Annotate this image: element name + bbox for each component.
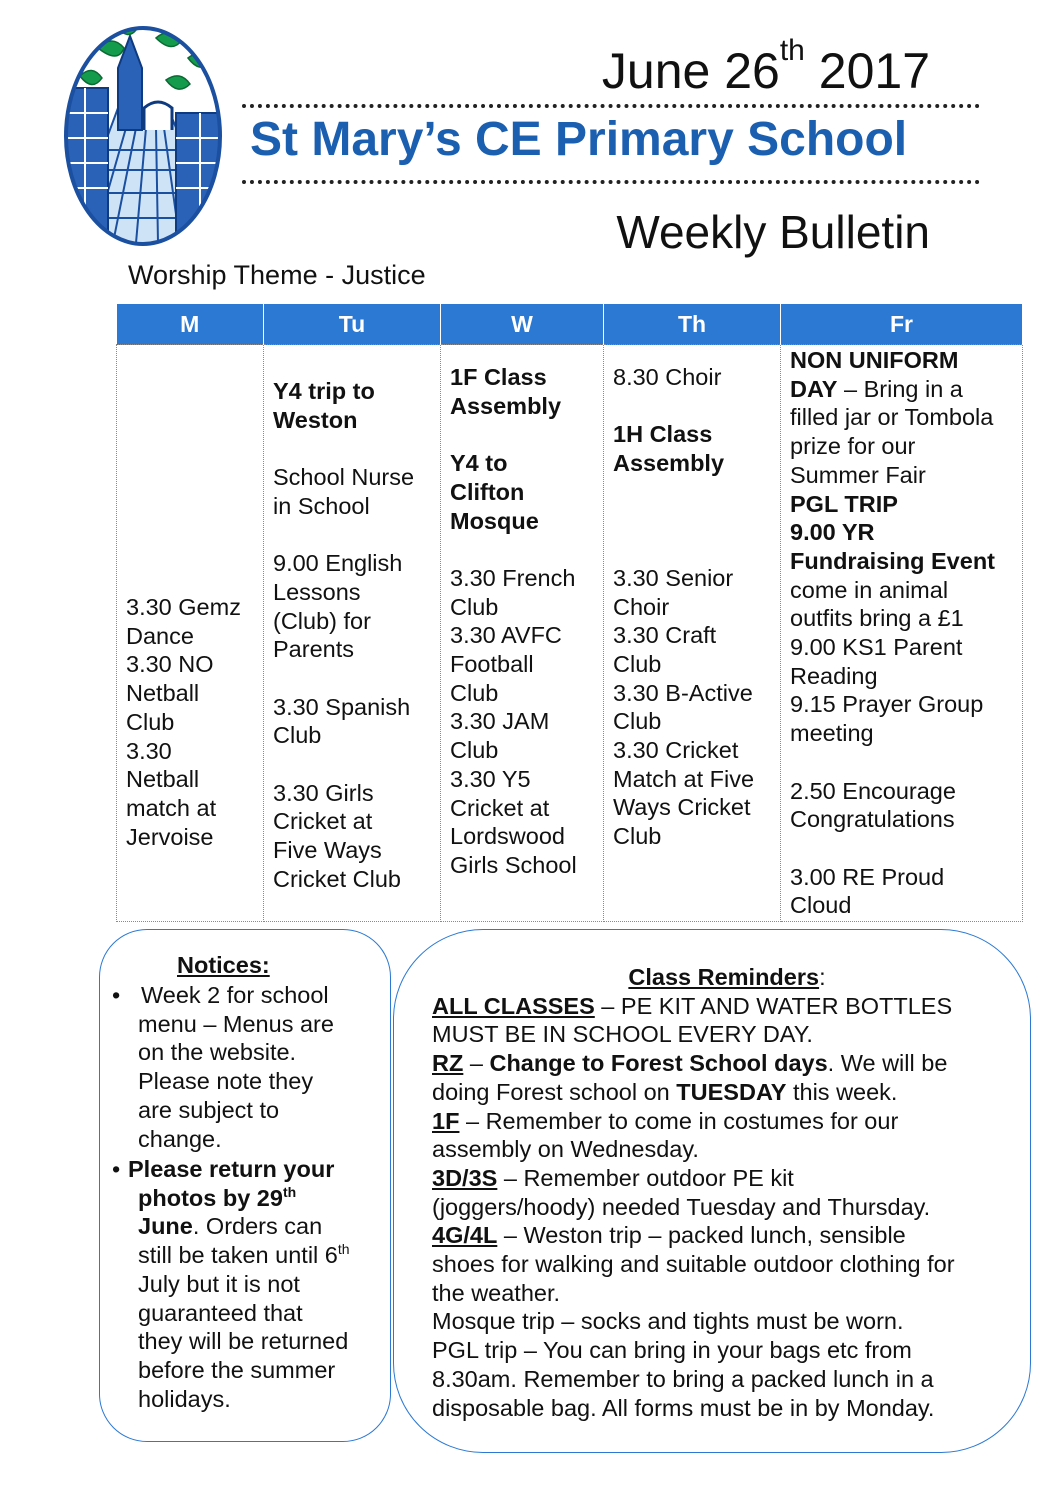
bullet-icon: • xyxy=(112,1156,121,1182)
tuesday-cricket: 3.30 Girls xyxy=(273,779,374,806)
date-year: 2017 xyxy=(804,43,930,99)
wednesday-club: 3.30 AVFC xyxy=(450,622,562,649)
reminder-all-classes xyxy=(432,992,1022,1021)
reminder-3d3s xyxy=(432,1164,1022,1193)
monday-line: match at xyxy=(126,794,217,821)
notice-line: they will be returned xyxy=(138,1328,349,1355)
friday-detail: Reading xyxy=(790,662,878,689)
friday-detail: outfits bring a £1 xyxy=(790,605,964,632)
tuesday-spanish: 3.30 Spanish xyxy=(273,693,411,720)
day-header-tuesday: Tu xyxy=(264,304,441,345)
date-main: June 26 xyxy=(601,43,780,99)
tuesday-cell xyxy=(264,345,441,922)
wednesday-club: Cricket at xyxy=(450,794,550,821)
friday-pgl: Fundraising Event xyxy=(790,547,995,574)
wednesday-club: Lordswood xyxy=(450,823,565,850)
notice-item-photos xyxy=(112,1155,378,1413)
wednesday-assembly: 1F Class xyxy=(450,364,547,390)
thursday-club: Club xyxy=(613,823,662,850)
reminder-text: . We will be xyxy=(827,1050,948,1077)
notice-line: guaranteed that xyxy=(138,1299,303,1326)
wednesday-club: 3.30 JAM xyxy=(450,708,550,735)
tuesday-english: Lessons xyxy=(273,578,361,605)
reminder-text: – PE KIT AND WATER BOTTLES xyxy=(594,992,953,1019)
school-name: St Mary’s CE Primary School xyxy=(250,113,908,166)
reminder-text: shoes for walking and suitable outdoor clothing for xyxy=(432,1251,955,1278)
reminder-pgl: disposable bag. All forms must be in by Monday. xyxy=(432,1394,935,1421)
wednesday-club: Football xyxy=(450,651,534,677)
monday-line: 3.30 NO xyxy=(126,651,214,678)
tuesday-english: (Club) for xyxy=(273,607,371,634)
reminder-pgl: 8.30am. Remember to bring a packed lunch in a xyxy=(432,1365,934,1392)
divider-top xyxy=(242,104,980,108)
reminder-rz-bold: Change to Forest School days xyxy=(489,1050,828,1077)
wednesday-mosque: Clifton xyxy=(450,478,525,505)
reminder-text: the weather. xyxy=(432,1279,561,1306)
reminder-label: RZ xyxy=(432,1050,464,1077)
tuesday-nurse: in School xyxy=(273,492,370,519)
reminder-4g4l xyxy=(432,1221,1022,1250)
friday-non-uniform-line: prize for our xyxy=(790,433,916,460)
reminder-text: – Weston trip – packed lunch, sensible xyxy=(497,1222,906,1249)
friday-detail: 9.15 Prayer Group xyxy=(790,691,984,718)
notice-line: July but it is not xyxy=(138,1270,300,1297)
notice-line xyxy=(138,1241,378,1270)
wednesday-mosque: Mosque xyxy=(450,507,539,534)
notice-line xyxy=(138,1184,378,1213)
friday-encourage: 2.50 Encourage xyxy=(790,777,956,804)
worship-theme: Worship Theme - Justice xyxy=(128,260,426,290)
friday-non-uniform-day-label: DAY xyxy=(790,375,838,402)
divider-bottom xyxy=(242,180,980,184)
reminder-text: doing Forest school on xyxy=(432,1078,677,1105)
notice-line: Please return your xyxy=(128,1156,335,1182)
tuesday-cricket: Cricket Club xyxy=(273,865,401,892)
notice-photos-date: photos by 29 xyxy=(138,1184,283,1211)
notice-line xyxy=(138,1212,378,1241)
notice-orders: . Orders can xyxy=(192,1213,323,1240)
reminder-label: ALL CLASSES xyxy=(432,992,595,1019)
notice-line: holidays. xyxy=(138,1385,231,1412)
thursday-choir: 8.30 Choir xyxy=(613,364,722,390)
wednesday-cell xyxy=(441,345,604,922)
friday-non-uniform-line: filled jar or Tombola xyxy=(790,404,994,431)
wednesday-club: Club xyxy=(450,679,499,706)
monday-line: Netball xyxy=(126,766,200,793)
tuesday-english: 9.00 English xyxy=(273,550,403,577)
friday-non-uniform-line: Summer Fair xyxy=(790,461,926,488)
friday-re-proud: 3.00 RE Proud xyxy=(790,863,945,890)
reminder-label: 1F xyxy=(432,1107,460,1134)
wednesday-club: 3.30 French xyxy=(450,564,576,591)
table-row xyxy=(117,345,1023,922)
table-header-row xyxy=(117,304,1023,345)
friday-pgl: 9.00 YR xyxy=(790,519,875,546)
day-header-monday: M xyxy=(117,304,264,345)
school-logo xyxy=(58,18,228,248)
reminder-pgl: PGL trip – You can bring in your bags etc from xyxy=(432,1337,912,1364)
monday-line: Dance xyxy=(126,622,194,649)
reminder-tuesday: TUESDAY xyxy=(676,1078,787,1105)
wednesday-mosque: Y4 to xyxy=(450,450,508,477)
monday-line: Netball xyxy=(126,680,200,707)
monday-line: Jervoise xyxy=(126,823,214,850)
friday-detail: come in animal xyxy=(790,576,949,603)
tuesday-cricket: Cricket at xyxy=(273,808,373,835)
weekly-schedule-table xyxy=(116,304,1023,922)
bulletin-title: Weekly Bulletin xyxy=(616,206,930,258)
friday-detail: 9.00 KS1 Parent xyxy=(790,634,963,661)
reminder-rz-line2 xyxy=(432,1078,1022,1107)
notice-june: June xyxy=(138,1213,193,1240)
thursday-club: Club xyxy=(613,650,662,677)
thursday-club: Ways Cricket xyxy=(613,794,751,821)
notice-line: before the summer xyxy=(138,1356,336,1383)
notice-sup: th xyxy=(282,1183,297,1200)
tuesday-trip: Y4 trip to xyxy=(273,378,375,404)
monday-cell xyxy=(117,345,264,922)
notice-line: on the website. xyxy=(138,1039,297,1066)
wednesday-club: Club xyxy=(450,593,499,620)
friday-encourage: Congratulations xyxy=(790,806,955,833)
reminder-1f xyxy=(432,1107,1022,1136)
reminder-text: this week. xyxy=(786,1078,898,1105)
wednesday-club: Club xyxy=(450,737,499,764)
friday-non-uniform: NON UNIFORM xyxy=(790,347,959,373)
thursday-club: 3.30 Craft xyxy=(613,622,717,649)
reminder-text: MUST BE IN SCHOOL EVERY DAY. xyxy=(432,1021,813,1048)
wednesday-club: 3.30 Y5 xyxy=(450,765,531,792)
thursday-club: 3.30 Cricket xyxy=(613,737,739,764)
class-reminders xyxy=(432,963,1022,1422)
reminders-title xyxy=(432,963,1022,992)
notice-item-menu xyxy=(112,981,376,1153)
reminders-title-colon: : xyxy=(819,964,826,990)
thursday-assembly: Assembly xyxy=(613,450,725,477)
day-header-friday: Fr xyxy=(781,304,1023,345)
monday-line: 3.30 Gemz xyxy=(126,594,241,620)
tuesday-cricket: Five Ways xyxy=(273,837,382,864)
bullet-icon: • xyxy=(112,982,121,1008)
friday-re-proud: Cloud xyxy=(790,892,852,919)
reminder-text: assembly on Wednesday. xyxy=(432,1136,699,1163)
friday-cell xyxy=(781,345,1023,922)
notice-line: are subject to xyxy=(138,1096,280,1123)
reminder-label: 3D/3S xyxy=(432,1164,498,1191)
tuesday-spanish: Club xyxy=(273,722,322,749)
tuesday-nurse: School Nurse xyxy=(273,464,415,491)
thursday-cell xyxy=(604,345,781,922)
wednesday-assembly: Assembly xyxy=(450,392,562,419)
bulletin-date xyxy=(601,34,930,100)
notice-line: menu – Menus are xyxy=(138,1010,334,1037)
monday-line: 3.30 xyxy=(126,737,172,764)
monday-line: Club xyxy=(126,708,175,735)
thursday-club: Club xyxy=(613,708,662,735)
reminder-text: – Remember outdoor PE kit xyxy=(497,1164,794,1191)
thursday-club: 3.30 B-Active xyxy=(613,679,753,706)
reminder-text: (joggers/hoody) needed Tuesday and Thursday. xyxy=(432,1193,931,1220)
notice-sup: th xyxy=(337,1241,350,1258)
day-header-thursday: Th xyxy=(604,304,781,345)
reminder-dash: – xyxy=(463,1050,490,1077)
friday-detail: meeting xyxy=(790,720,874,747)
friday-pgl: PGL TRIP xyxy=(790,490,898,517)
reminder-label: 4G/4L xyxy=(432,1222,498,1249)
reminders-title-text: Class Reminders xyxy=(628,964,820,990)
notice-line: Please note they xyxy=(138,1068,314,1095)
notices-title: Notices: xyxy=(177,952,270,978)
date-suffix: th xyxy=(779,34,805,67)
thursday-club: 3.30 Senior xyxy=(613,564,734,591)
tuesday-english: Parents xyxy=(273,636,354,663)
reminder-rz xyxy=(432,1049,1022,1078)
friday-non-uniform-day xyxy=(790,375,1014,404)
thursday-club: Choir xyxy=(613,593,670,620)
reminder-text: – Remember to come in costumes for our xyxy=(459,1107,899,1134)
thursday-assembly: 1H Class xyxy=(613,421,713,448)
reminder-mosque: Mosque trip – socks and tights must be worn. xyxy=(432,1308,904,1335)
thursday-club: Match at Five xyxy=(613,765,755,792)
notice-until: still be taken until 6 xyxy=(138,1242,338,1269)
friday-non-uniform-detail: – Bring in a xyxy=(837,375,963,402)
notice-line: Week 2 for school xyxy=(141,982,329,1008)
day-header-wednesday: W xyxy=(441,304,604,345)
notice-line: change. xyxy=(138,1125,222,1152)
tuesday-trip: Weston xyxy=(273,406,358,433)
wednesday-club: Girls School xyxy=(450,851,577,878)
